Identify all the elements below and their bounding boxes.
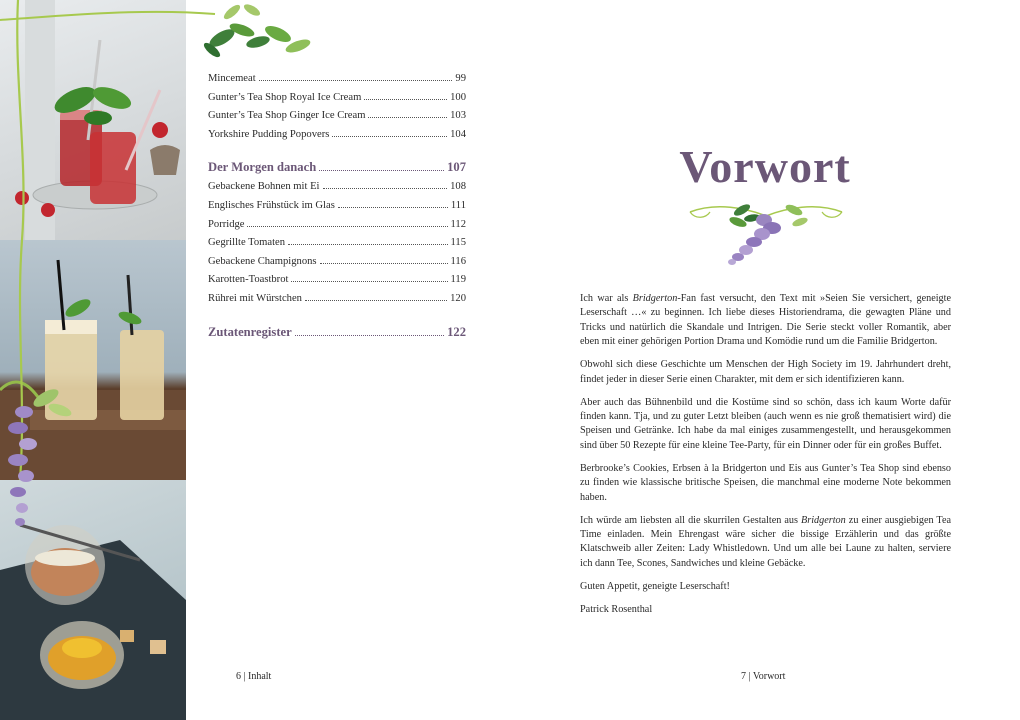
paragraph: Obwohl sich diese Geschichte um Menschen der High Society im 19. Jahrhundert dreht, findet jeder in dieser Serie einen Charakter, mit dem er sich identifizieren kann. (580, 359, 951, 385)
toc-entry-page: 119 (450, 274, 466, 286)
toc-entry-page: 116 (450, 255, 466, 267)
toc-entry-page: 103 (450, 110, 466, 122)
toc-section-index[interactable] (208, 321, 466, 343)
toc-section-title: Zutatenregister (208, 324, 292, 339)
toc-entry-page: 120 (450, 292, 466, 304)
toc-entry[interactable] (208, 126, 466, 145)
toc-entry-title: Yorkshire Pudding Popovers (208, 128, 330, 140)
toc-entry-title: Mincemeat (208, 73, 256, 84)
table-of-contents (208, 70, 466, 343)
toc-entry[interactable] (208, 70, 466, 89)
leaf-cluster-top (202, 2, 312, 59)
toc-entry-page: 100 (450, 91, 466, 103)
toc-entry[interactable] (208, 216, 466, 235)
toc-section-morning[interactable] (208, 156, 466, 178)
toc-entry-title: Gunter’s Tea Shop Royal Ice Cream (208, 91, 362, 103)
paragraph: Ich war als Bridgerton-Fan fast versucht, den Text mit »Seien Sie versichert, geneigte Leserschaft …« zu beginnen. Ich liebe dieses Historiendrama, die gewagten Pläne und Tricks und natürlich die Skandale und Intrigen. Die Serie steckt voller Romantik, aber eben mit einer gehörigen Portion Drama und Komödie rund um die Familie Bridgerton. (580, 293, 951, 348)
signature: Patrick Rosenthal (580, 603, 653, 615)
toc-entry[interactable] (208, 89, 466, 108)
left-page-folio: 6 | Inhalt (236, 671, 272, 682)
toc-entry[interactable] (208, 253, 466, 272)
toc-entry-page: 112 (450, 218, 466, 230)
toc-entry[interactable] (208, 271, 466, 290)
toc-entry[interactable] (208, 197, 466, 216)
paragraph: Aber auch das Bühnenbild und die Kostüme sind so schön, dass ich kaum Worte dafür finden kann. Tja, und zu guter Letzt bleiben (auch wenn es nie groß thematisiert wird) die Speisen und Getränke. Ich habe da mal einiges zusammengestellt, und herausgekommen sind über 50 Rezepte für eine kleine Tee-Party, für ein Dinner oder für ein großes Buffet. (580, 396, 951, 451)
foreword-body (580, 292, 951, 626)
toc-section-title: Der Morgen danach (208, 160, 317, 175)
wisteria-left (8, 386, 73, 526)
paragraph: Ich würde am liebsten all die skurrilen Gestalten aus Bridgerton zu einer ausgiebigen Tea Time einladen. Mein Ehrengast wäre sicher die bissige Erzählerin und das größte Klatschweib aller Zeiten: Lady Whistledown. Und um alle bei Laune zu halten, serviere ich dann Tee, Scones, Sandwiches und kleine Gebäcke. (580, 514, 951, 569)
toc-entry-title: Englisches Frühstück im Glas (208, 199, 335, 211)
toc-entry-title: Porridge (208, 218, 245, 230)
toc-entry-title: Gunter’s Tea Shop Ginger Ice Cream (208, 110, 366, 122)
toc-entry-title: Rührei mit Würstchen (208, 292, 302, 304)
toc-entry-title: Gegrillte Tomaten (208, 237, 286, 249)
toc-entry[interactable] (208, 290, 466, 309)
toc-entry-page: 108 (450, 181, 466, 193)
toc-section-page: 107 (447, 160, 466, 175)
toc-entry[interactable] (208, 234, 466, 253)
toc-entry-page: 99 (455, 73, 466, 84)
right-page-folio: 7 | Vorwort (741, 671, 786, 682)
toc-entry[interactable] (208, 178, 466, 197)
paragraph: Berbrooke’s Cookies, Erbsen à la Bridgerton und Eis aus Gunter’s Tea Shop sind ebenso zu finden wie klassische britische Speisen, die manchmal eine moderne Note bekommen haben. (580, 462, 951, 503)
toc-entry-page: 104 (450, 128, 466, 140)
toc-section-page: 122 (447, 324, 466, 339)
toc-entry-page: 115 (450, 237, 466, 249)
paragraph: Guten Appetit, geneigte Leserschaft! (580, 580, 730, 592)
wisteria-ornament-icon (686, 198, 846, 268)
page-title: Vorwort (679, 141, 851, 192)
toc-entry[interactable] (208, 107, 466, 126)
toc-entry-title: Gebackene Bohnen mit Ei (208, 181, 320, 193)
toc-entry-title: Gebackene Champignons (208, 255, 317, 267)
toc-entry-title: Karotten-Toastbrot (208, 274, 289, 286)
toc-entry-page: 111 (450, 199, 466, 211)
